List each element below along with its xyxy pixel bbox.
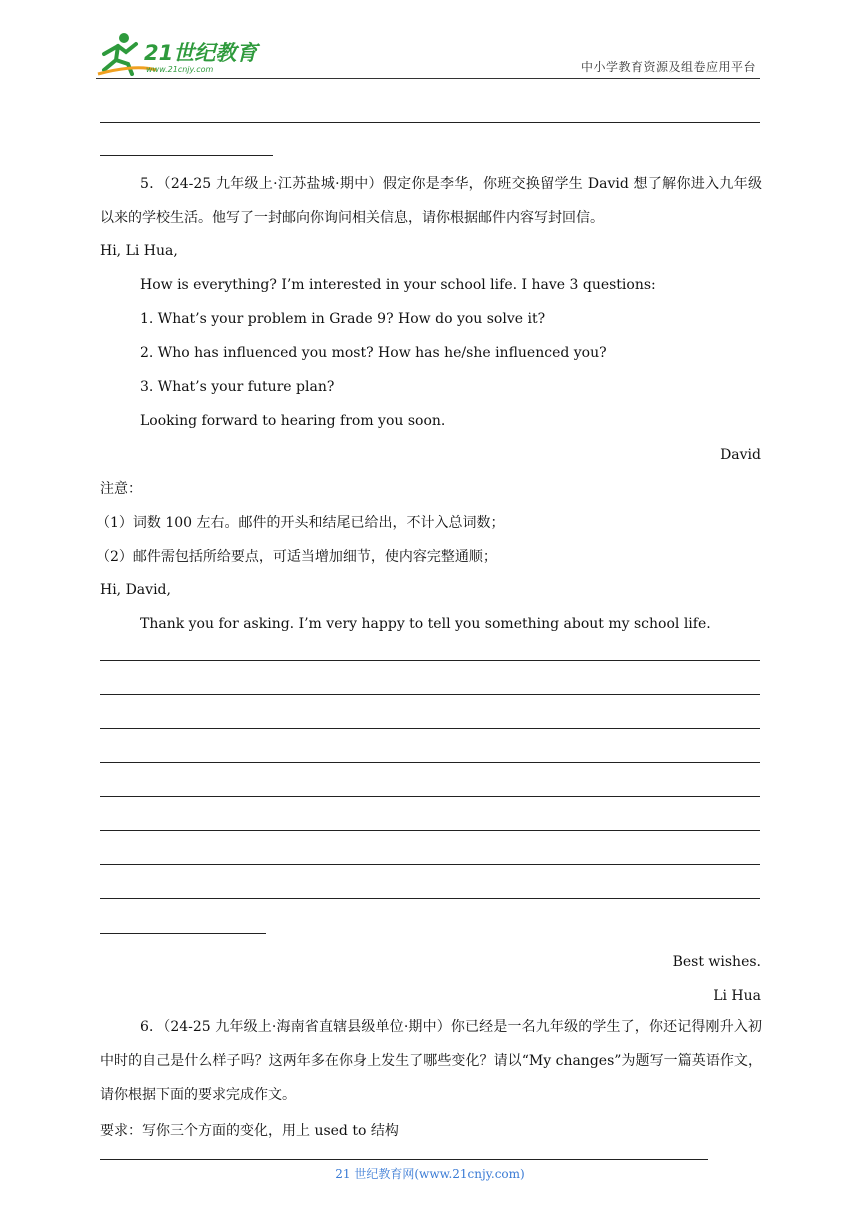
question-6-intro: 6．（24-25 九年级上·海南省直辖县级单位·期中）你已经是一名九年级的学生了，你还记得刚升入初中时的自己是什么样子吗？这两年多在你身上发生了哪些变化？请以“My changes”为题写一篇英语作文，请你根据下面的要求完成作文。 [100, 1019, 762, 1103]
email-greeting: Hi, Li Hua, [100, 243, 178, 259]
logo-icon [96, 30, 266, 76]
answer-line [100, 155, 273, 156]
logo-url-text: www.21cnjy.com [146, 65, 214, 74]
footer-divider [100, 1159, 708, 1160]
email-line: 3. What’s your future plan? [140, 379, 335, 395]
writing-line[interactable] [100, 933, 266, 934]
logo-main-text: 21世纪教育 [144, 41, 258, 65]
answer-line [100, 122, 760, 123]
writing-line[interactable] [100, 898, 760, 899]
email-line: 1. What’s your problem in Grade 9? How do you solve it? [140, 311, 546, 327]
email-line: Looking forward to hearing from you soon. [140, 413, 446, 429]
question-6-requirement: 要求：写你三个方面的变化，用上 used to 结构 [100, 1123, 399, 1139]
footer-text[interactable]: 21 世纪教育网(www.21cnjy.com) [335, 1167, 525, 1181]
reply-greeting: Hi, David, [100, 582, 171, 598]
note-item: （1）词数 100 左右。邮件的开头和结尾已给出，不计入总词数； [96, 515, 505, 531]
writing-line[interactable] [100, 830, 760, 831]
reply-opening: Thank you for asking. I’m very happy to tell you something about my school life. [140, 616, 711, 632]
email-line: 2. Who has influenced you most? How has he/she influenced you? [140, 345, 607, 361]
writing-line[interactable] [100, 864, 760, 865]
writing-line[interactable] [100, 694, 760, 695]
writing-line[interactable] [100, 728, 760, 729]
page-header [96, 30, 760, 79]
writing-line[interactable] [100, 796, 760, 797]
question-5-intro: 5．（24-25 九年级上·江苏盐城·期中）假定你是李华，你班交换留学生 David 想了解你进入九年级以来的学校生活。他写了一封邮向你询问相关信息，请你根据邮件内容写封回信。 [100, 176, 762, 226]
closing: Best wishes. [672, 954, 761, 970]
notes-title: 注意： [100, 481, 142, 497]
writing-line[interactable] [100, 762, 760, 763]
email-line: How is everything? I’m interested in your school life. I have 3 questions: [140, 277, 656, 293]
email-signature: David [720, 447, 761, 463]
closing-name: Li Hua [713, 988, 761, 1004]
writing-line[interactable] [100, 660, 760, 661]
note-item: （2）邮件需包括所给要点，可适当增加细节，使内容完整通顺； [96, 549, 497, 565]
platform-name: 中小学教育资源及组卷应用平台 [580, 60, 756, 74]
